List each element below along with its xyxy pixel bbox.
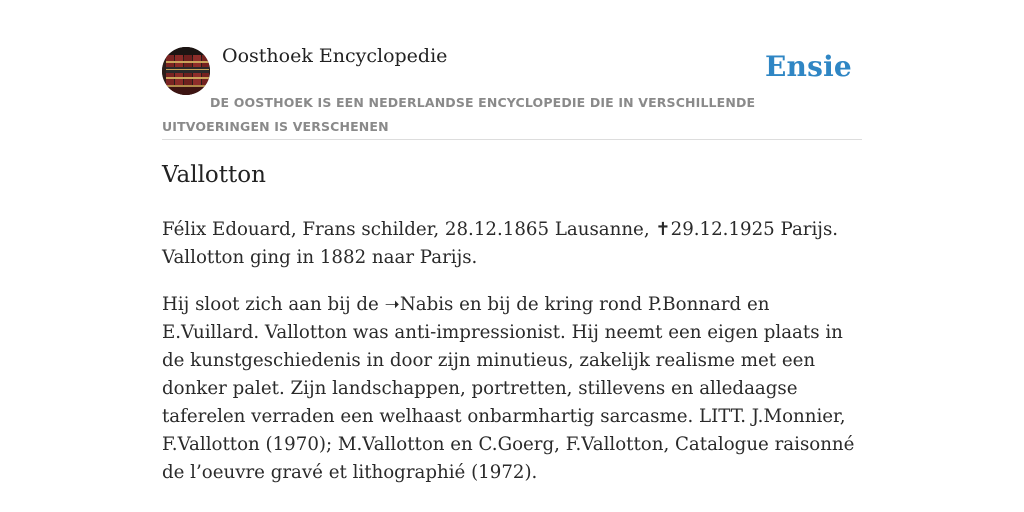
paragraph-text: Hij sloot zich aan bij de	[162, 294, 385, 315]
site-name[interactable]: Oosthoek Encyclopedie	[222, 45, 448, 67]
site-tagline: DE OOSTHOEK IS EEN NEDERLANDSE ENCYCLOPEDIE DIE IN VERSCHILLENDE UITVOERINGEN IS VERSCHENEN	[162, 95, 756, 134]
entry-body	[162, 216, 866, 506]
brand-logo[interactable]: Ensie	[765, 50, 852, 83]
paragraph-text: en bij de kring rond P.Bonnard en E.Vuillard. Vallotton was anti-impressionist. Hij neemt een eigen plaats in de kunstgeschiedenis in door zijn minutieus, zakelijk realisme met een donker palet. Zijn landschappen, portretten, stillevens en alledaagse taferelen verraden een welhaast onbarmhartig sarcasme. LITT. J.Monnier, F.Vallotton (1970); M.Vallotton en C.Goerg, F.Vallotton, Catalogue raisonné de l’oeuvre gravé et lithographié (1972).	[162, 294, 855, 483]
encyclopedia-books-icon[interactable]	[162, 47, 210, 95]
entry-paragraph: Félix Edouard, Frans schilder, 28.12.1865 Lausanne, ✝29.12.1925 Parijs. Vallotton ging in 1882 naar Parijs.	[162, 219, 839, 268]
entry-title: Vallotton	[162, 162, 266, 188]
cross-reference-link[interactable]: ➝Nabis	[384, 294, 454, 315]
entry-paragraph	[162, 291, 866, 487]
header-divider	[162, 139, 862, 140]
